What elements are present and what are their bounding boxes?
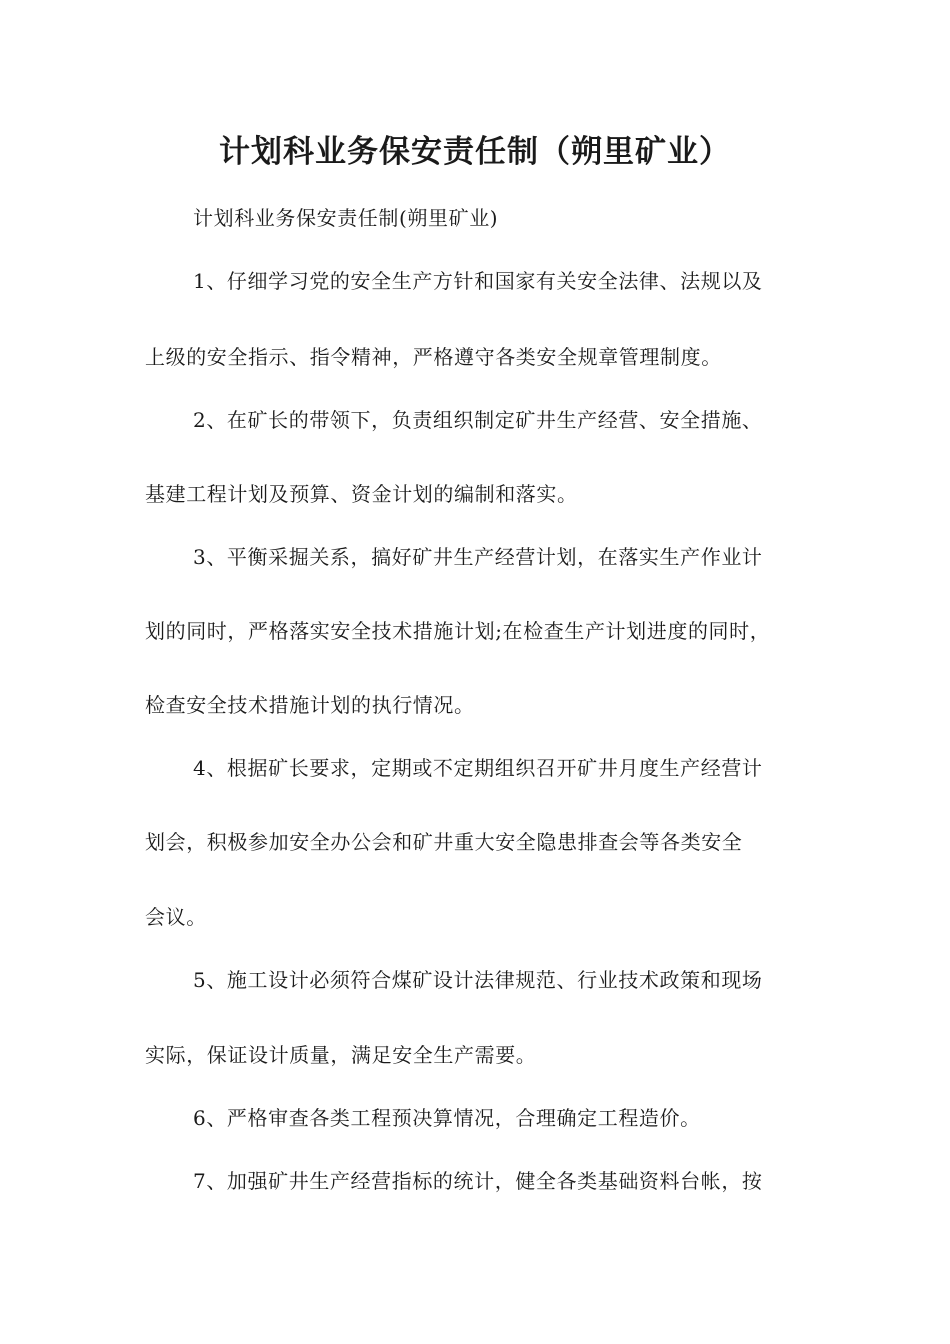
paragraph-6-line-1: 6、严格审查各类工程预决算情况，合理确定工程造价。 <box>193 1106 701 1130</box>
subtitle-line: 计划科业务保安责任制(朔里矿业) <box>193 206 499 230</box>
paragraph-4-line-3: 会议。 <box>145 905 207 929</box>
paragraph-3-line-1: 3、平衡采掘关系，搞好矿井生产经营计划，在落实生产作业计 <box>193 545 763 569</box>
paragraph-1-line-1: 1、仔细学习党的安全生产方针和国家有关安全法律、法规以及 <box>193 269 763 293</box>
paragraph-3-line-3: 检查安全技术措施计划的执行情况。 <box>145 693 475 717</box>
document-title: 计划科业务保安责任制（朔里矿业） <box>219 134 731 170</box>
paragraph-5-line-1: 5、施工设计必须符合煤矿设计法律规范、行业技术政策和现场 <box>193 968 763 992</box>
paragraph-5-line-2: 实际，保证设计质量，满足安全生产需要。 <box>145 1043 537 1067</box>
paragraph-4-line-1: 4、根据矿长要求，定期或不定期组织召开矿井月度生产经营计 <box>193 756 763 780</box>
paragraph-2-line-1: 2、在矿长的带领下，负责组织制定矿井生产经营、安全措施、 <box>193 408 763 432</box>
paragraph-1-line-2: 上级的安全指示、指令精神，严格遵守各类安全规章管理制度。 <box>145 345 722 369</box>
paragraph-3-line-2: 划的同时，严格落实安全技术措施计划;在检查生产计划进度的同时， <box>145 619 771 643</box>
paragraph-2-line-2: 基建工程计划及预算、资金计划的编制和落实。 <box>145 482 578 506</box>
paragraph-4-line-2: 划会，积极参加安全办公会和矿井重大安全隐患排查会等各类安全 <box>145 830 743 854</box>
paragraph-7-line-1: 7、加强矿井生产经营指标的统计，健全各类基础资料台帐，按 <box>193 1169 763 1193</box>
